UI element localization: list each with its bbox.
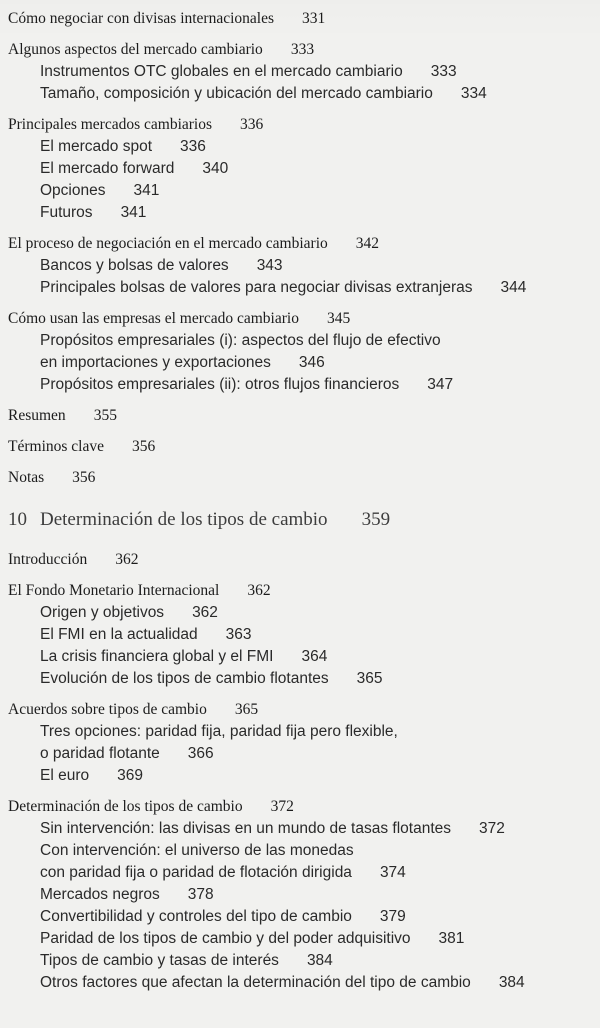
entry-text: Resumen (8, 407, 66, 424)
entry-page-number: 333 (290, 41, 315, 58)
toc-entry (8, 8, 596, 30)
entry-page-number: 374 (379, 864, 406, 881)
entry-page-number: 356 (72, 469, 96, 486)
entry-page-number: 365 (356, 670, 383, 687)
entry-page-number: 345 (326, 310, 351, 327)
entry-text: Cómo usan las empresas el mercado cambiario (8, 310, 299, 327)
entry-page-number: 378 (187, 886, 214, 903)
toc-entry (8, 436, 596, 458)
toc-entry (8, 972, 596, 994)
entry-text: El mercado spot (40, 138, 152, 155)
entry-text: Otros factores que afectan la determinación del tipo de cambio (40, 974, 471, 991)
entry-text: Paridad de los tipos de cambio y del poder adquisitivo (40, 930, 411, 947)
entry-text: Tres opciones: paridad fija, paridad fija pero flexible, (40, 723, 398, 740)
entry-text: Mercados negros (40, 886, 160, 903)
entry-page-number: 341 (133, 182, 160, 199)
toc-entry (8, 39, 596, 61)
entry-text: Tamaño, composición y ubicación del mercado cambiario (40, 85, 433, 102)
entry-text: La crisis financiera global y el FMI (40, 648, 274, 665)
entry-page-number: 342 (355, 235, 380, 252)
toc-entry (8, 884, 596, 906)
toc-entry (8, 114, 596, 136)
entry-text: Tipos de cambio y tasas de interés (40, 952, 279, 969)
chapter-heading (8, 507, 596, 533)
entry-text: Cómo negociar con divisas internacionales (8, 10, 275, 27)
toc-entry (8, 580, 596, 602)
entry-text: en importaciones y exportaciones (40, 354, 271, 371)
entry-text: Instrumentos OTC globales en el mercado cambiario (40, 63, 403, 80)
entry-page-number: 336 (180, 138, 206, 155)
toc-entry (8, 818, 596, 840)
entry-text: Principales mercados cambiarios (8, 116, 213, 133)
toc-entry (8, 765, 596, 787)
entry-page-number: 362 (115, 551, 139, 568)
toc-entry (8, 277, 596, 299)
entry-text: Sin intervención: las divisas en un mundo de tasas flotantes (40, 820, 451, 837)
entry-text: Origen y objetivos (40, 604, 165, 621)
entry-page-number: 379 (379, 908, 406, 925)
entry-text: Evolución de los tipos de cambio flotantes (40, 670, 329, 687)
toc-entry (8, 624, 596, 646)
toc-entry (8, 202, 596, 224)
entry-page-number: 336 (240, 116, 264, 133)
toc-entry (8, 840, 596, 862)
toc-entry (8, 796, 596, 818)
entry-page-number: 363 (225, 626, 252, 643)
chapter-number: 10 (8, 509, 27, 530)
entry-page-number: 366 (187, 745, 214, 762)
toc-entry (8, 602, 596, 624)
entry-text: El euro (40, 767, 90, 784)
toc-entry (8, 743, 596, 765)
toc-entry (8, 950, 596, 972)
entry-page-number: 372 (270, 798, 294, 815)
toc-entry (8, 699, 596, 721)
entry-page-number: 344 (500, 279, 527, 296)
entry-page-number: 364 (301, 648, 328, 665)
toc-entry (8, 233, 596, 255)
entry-page-number: 362 (247, 582, 271, 599)
entry-text: Acuerdos sobre tipos de cambio (8, 701, 207, 718)
entry-text: o paridad flotante (40, 745, 160, 762)
toc-entry (8, 83, 596, 105)
entry-page-number: 365 (234, 701, 259, 718)
entry-page-number: 347 (427, 376, 454, 393)
toc-entry (8, 180, 596, 202)
toc-list (8, 8, 596, 994)
entry-page-number: 334 (460, 85, 487, 102)
entry-text: Principales bolsas de valores para negociar divisas extranjeras (40, 279, 473, 296)
entry-page-number: 372 (479, 820, 505, 837)
toc-entry (8, 352, 596, 374)
toc-entry (8, 906, 596, 928)
toc-entry (8, 668, 596, 690)
entry-page-number: 333 (430, 63, 457, 80)
entry-text: Determinación de los tipos de cambio (40, 509, 328, 530)
entry-page-number: 331 (302, 10, 326, 27)
entry-text: El FMI en la actualidad (40, 626, 198, 643)
entry-text: Bancos y bolsas de valores (40, 257, 229, 274)
entry-page-number: 362 (192, 604, 218, 621)
entry-text: El mercado forward (40, 160, 175, 177)
entry-page-number: 346 (298, 354, 325, 371)
toc-entry (8, 61, 596, 83)
entry-text: Propósitos empresariales (i): aspectos del flujo de efectivo (40, 332, 441, 349)
entry-page-number: 384 (498, 974, 525, 991)
entry-text: con paridad fija o paridad de flotación dirigida (40, 864, 352, 881)
entry-page-number: 341 (120, 204, 147, 221)
entry-text: Futuros (40, 204, 93, 221)
entry-text: Convertibilidad y controles del tipo de cambio (40, 908, 352, 925)
entry-page-number: 356 (131, 438, 156, 455)
entry-page-number: 384 (306, 952, 333, 969)
toc-entry (8, 136, 596, 158)
entry-text: Términos clave (8, 438, 104, 455)
toc-entry (8, 374, 596, 396)
toc-entry (8, 308, 596, 330)
entry-page-number: 369 (117, 767, 143, 784)
entry-text: Con intervención: el universo de las monedas (40, 842, 354, 859)
toc-entry (8, 467, 596, 489)
toc-entry (8, 928, 596, 950)
entry-text: El proceso de negociación en el mercado cambiario (8, 235, 328, 252)
entry-text: Introducción (8, 551, 88, 568)
entry-text: Opciones (40, 182, 106, 199)
toc-entry (8, 646, 596, 668)
toc-entry (8, 405, 596, 427)
toc-entry (8, 255, 596, 277)
entry-text: El Fondo Monetario Internacional (8, 582, 220, 599)
entry-page-number: 340 (202, 160, 229, 177)
entry-text: Determinación de los tipos de cambio (8, 798, 243, 815)
toc-entry (8, 549, 596, 571)
entry-text: Notas (8, 469, 45, 486)
entry-page-number: 381 (438, 930, 465, 947)
toc-entry (8, 862, 596, 884)
entry-text: Propósitos empresariales (ii): otros flujos financieros (40, 376, 400, 393)
toc-entry (8, 330, 596, 352)
entry-page-number: 355 (93, 407, 117, 424)
toc-entry (8, 158, 596, 180)
entry-page-number: 343 (256, 257, 283, 274)
entry-text: Algunos aspectos del mercado cambiario (8, 41, 263, 58)
toc-entry (8, 721, 596, 743)
entry-page-number: 359 (361, 509, 391, 530)
